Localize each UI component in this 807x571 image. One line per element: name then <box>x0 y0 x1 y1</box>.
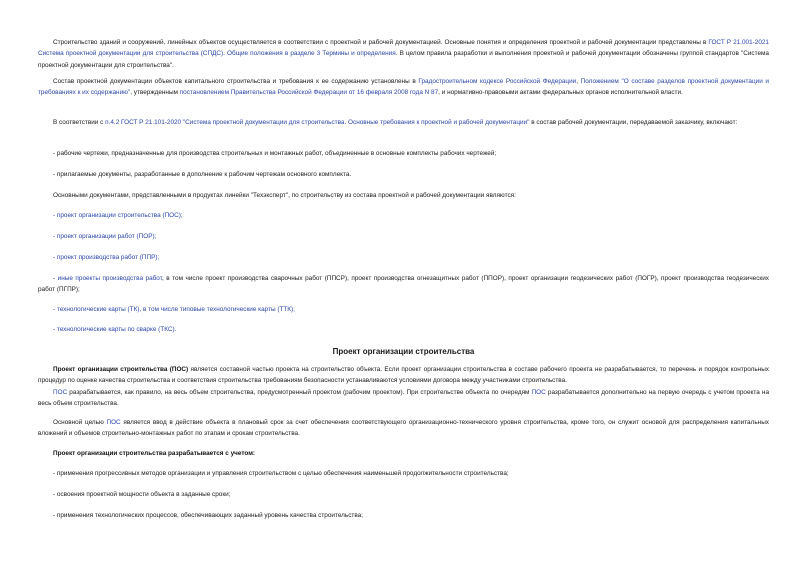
other-projects-link[interactable]: иные проекты производства работ <box>57 275 162 282</box>
list-item-other-projects <box>38 273 769 296</box>
text: , в том числе проект производства сварочных работ (ППСР), проект производства огнезащитных работ (ППОР), проект организации геодезических работ (ПОГР), проект производства геодезических работ (ПГПР); <box>38 275 769 294</box>
gost-21-101-link[interactable]: п.4.2 ГОСТ Р 21.101-2020 "Система проектной документации для строительства. Основные требования к проектной и рабочей документации" <box>105 119 530 126</box>
main-docs-paragraph: Основными документами, представленными в продуктах линейки "Техэксперт", по строительству из состава проектной и рабочей документации являются: <box>53 192 516 199</box>
intro-paragraph <box>38 37 769 71</box>
dash: - <box>53 275 58 282</box>
list-item: - применения технологических процессов, обеспечивающих заданный уровень качества строительства; <box>53 512 364 519</box>
working-docs-paragraph <box>38 117 769 128</box>
text: ; <box>293 306 295 313</box>
text: разрабатывается, как правило, на весь объем строительства, предусмотренный проектом (рабочим проектом). При строительстве объекта по очередям <box>67 389 532 396</box>
bold-term: Проект организации строительства (ПОС) <box>53 366 189 373</box>
list-item-tks <box>38 324 769 335</box>
ttk-link[interactable]: в том числе типовые технологические карты (ТТК) <box>143 306 294 313</box>
pos-link[interactable]: ПОС <box>53 389 68 396</box>
decree-87-link[interactable]: постановлением Правительства Российской Федерации от 16 февраля 2008 года N 87 <box>179 89 439 97</box>
dash: - <box>53 212 57 219</box>
text: ; <box>157 254 160 261</box>
text: , <box>576 78 581 85</box>
text: разрабатывается дополнительно на первую очередь с учетом проекта на весь объем строительства. <box>38 389 769 408</box>
text: Основной целью <box>53 419 107 426</box>
pos-scope-paragraph <box>38 387 769 410</box>
text: . <box>174 326 177 333</box>
pos-link[interactable]: проект организации строительства (ПОС) <box>56 212 181 219</box>
list-item-ppr <box>38 252 769 263</box>
dash: - <box>53 254 57 261</box>
text: Строительство зданий и сооружений, линейных объектов осуществляется в соответствии с проектной и рабочей документацией. Основные понятия и определения проектной и рабочей документации представлены в <box>53 39 709 46</box>
dash: - <box>53 306 57 313</box>
dash: - <box>53 326 57 333</box>
ppr-link[interactable]: проект производства работ (ППР) <box>56 254 158 261</box>
text: , утвержденным <box>130 89 180 97</box>
section-3-link[interactable]: в разделе 3 Термины и определения <box>284 50 396 58</box>
text: является составной частью проекта на строительство объекта. Если проект организации строительства в составе рабочего проекта не разрабатывается, то перечень и порядок контрольных процедур по оценке качества строительства и соответствия строительства требованиям безопасности устанавливаются условиями договора между участниками строительства. <box>38 366 769 385</box>
pos-link[interactable]: ПОС <box>531 389 546 396</box>
text: . В целом правила разработки и выполнения проектной и рабочей документации обозначены группой стандартов "Система проектной документации для строительства". <box>38 50 769 69</box>
tks-link[interactable]: технологические карты по сварке (ТКС) <box>56 326 175 333</box>
dash: - <box>53 233 57 240</box>
list-item-pos <box>38 210 769 221</box>
por-link[interactable]: проект организации работ (ПОР) <box>56 233 155 240</box>
text: В соответствии с <box>53 119 106 126</box>
text: Состав проектной документации объектов капитального строительства и требования к ее содержанию установлены в <box>53 78 419 85</box>
pos-link[interactable]: ПОС <box>106 419 121 426</box>
text: , и нормативно-правовыми актами федеральных органов исполнительной власти. <box>438 89 683 97</box>
pos-goal-paragraph <box>38 417 769 440</box>
list-item: - применения прогрессивных методов организации и управления строительством с целью обеспечения наименьшей продолжительности строительства; <box>53 470 509 477</box>
composition-paragraph <box>38 76 769 99</box>
list-item: - прилагаемые документы, разработанные в дополнение к рабочим чертежам основного комплекта. <box>53 171 352 178</box>
considerations-heading: Проект организации строительства разрабатывается с учетом: <box>53 450 256 457</box>
gost-21-001-link[interactable]: ГОСТ Р 21.001-2021 Система проектной документации для строительства (СПДС). Общие положения <box>38 39 769 58</box>
list-item-por <box>38 231 769 242</box>
text: является ввод в действие объекта в плановый срок за счет обеспечения соответствующего организационно-технического уровня строительства, кроме того, он служит основой для распределения капитальных вложений и объемов строительно-монтажных работ по этапам и срокам строительства. <box>38 419 769 438</box>
section-heading: Проект организации строительства <box>332 347 475 356</box>
pos-definition-paragraph <box>38 364 769 387</box>
text: , <box>139 306 143 313</box>
regulation-link[interactable]: Положением "О составе разделов проектной документации и требованиях к их содержанию" <box>38 78 769 97</box>
list-item-tk <box>38 304 769 315</box>
text: ; <box>180 212 183 219</box>
text: в состав рабочей документации, передаваемой заказчику, включают: <box>529 119 738 126</box>
grad-code-link[interactable]: Градостроительном кодексе Российской Федерации <box>418 78 577 85</box>
list-item: - рабочие чертежи, предназначенные для производства строительных и монтажных работ, объединенные в основные комплекты рабочих чертежей; <box>53 150 497 157</box>
list-item: - освоения проектной мощности объекта в заданные сроки; <box>53 491 231 498</box>
tk-link[interactable]: технологические карты (ТК) <box>56 306 140 313</box>
text: ; <box>154 233 157 240</box>
